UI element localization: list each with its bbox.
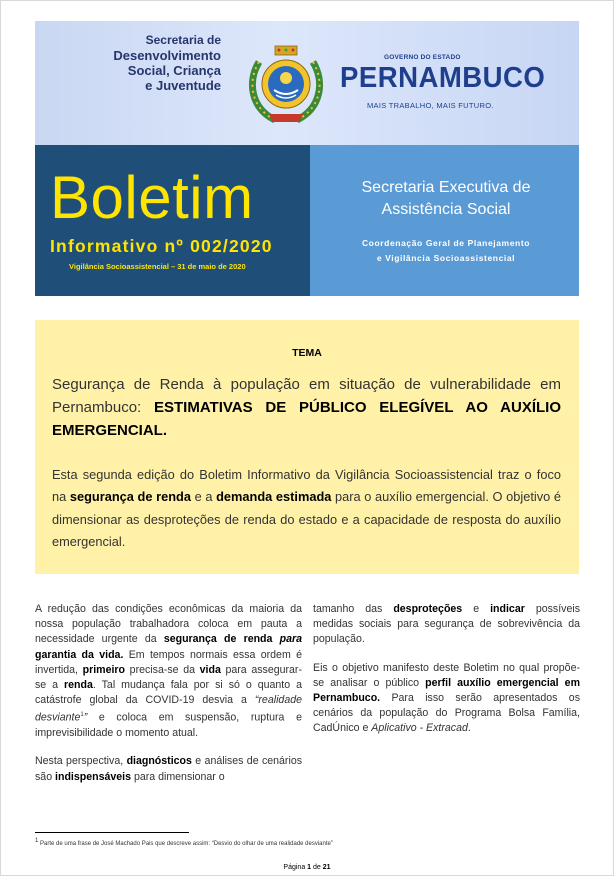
executive-title-line: Assistência Social <box>381 201 511 218</box>
body-emphasis: indispensáveis <box>55 770 131 783</box>
body-italic: “realidade desviante <box>35 694 302 724</box>
footnote-marker: 1 <box>35 838 39 844</box>
body-text: Nesta perspectiva, <box>35 755 127 768</box>
body-text: e análises de cenários são <box>35 755 303 783</box>
page-current: 1 <box>307 864 312 871</box>
boletim-number: Informativo nº 002/2020 <box>50 236 273 256</box>
body-emphasis: garantia da vida. <box>35 648 124 661</box>
coordination-line: e Vigilância Socioassistencial <box>376 253 516 263</box>
governo-label: GOVERNO DO ESTADO <box>384 54 461 61</box>
executive-secretariat-title <box>316 177 576 221</box>
pernambuco-wordmark: PERNAMBUCO <box>340 62 546 94</box>
body-text: . <box>467 722 471 735</box>
body-text: . Tal mudança fala por si só o quanto a catástrofe global da COVID-19 desvia a <box>35 679 303 707</box>
tema-label: TEMA <box>292 347 322 359</box>
secretaria-line: e Juventude <box>145 78 221 93</box>
boletim-title: Boletim <box>50 164 254 231</box>
boletim-subtitle: Vigilância Socioassistencial – 31 de maio de 2020 <box>69 262 246 271</box>
tema-desc-text: e a <box>190 489 217 505</box>
body-italic: ” <box>83 711 88 724</box>
secretaria-line: Secretaria de <box>145 33 221 47</box>
body-text: A redução das condições econômicas da maioria da nossa população trabalhadora coloca em pauta a necessidade urgente da <box>35 603 302 646</box>
body-text: Eis o objetivo manifesto deste Boletim no qual propõe-se analisar o público <box>313 661 580 689</box>
executive-title-line: Secretaria Executiva de <box>361 179 531 196</box>
body-column-left <box>35 602 302 798</box>
body-emphasis: vida <box>199 663 221 676</box>
body-paragraph <box>35 754 302 784</box>
page-number <box>0 864 614 871</box>
body-emphasis: renda <box>64 679 93 692</box>
body-paragraph <box>313 602 580 648</box>
tema-text-plain: Segurança de Renda à população em situação de vulnerabilidade em Pernambuco: <box>52 376 561 416</box>
body-column-right <box>313 602 580 750</box>
page-middle: de <box>311 864 323 871</box>
body-paragraph <box>313 661 580 737</box>
pernambuco-coat-of-arms-icon <box>245 42 327 126</box>
body-emphasis: segurança de renda <box>163 633 273 646</box>
tema-description <box>52 464 561 554</box>
body-emphasis: diagnósticos <box>126 755 192 768</box>
coordination-line: Coordenação Geral de Planejamento <box>361 238 531 248</box>
body-emphasis: primeiro <box>82 663 126 676</box>
footnote <box>35 838 333 847</box>
page-prefix: Página <box>283 864 308 871</box>
body-text: e <box>462 603 491 615</box>
secretaria-name <box>73 33 221 93</box>
secretaria-line: Desenvolvimento <box>113 48 221 63</box>
body-text: Para isso serão apresentados os cenários da população do Programa Bolsa Família, CadÚnico e <box>313 692 580 735</box>
footnote-reference: 1 <box>80 712 84 719</box>
secretaria-line: Social, Criança <box>127 63 221 78</box>
tema-desc-text: Esta segunda edição do Boletim Informativo da Vigilância Socioassistencial traz o foco na <box>52 467 561 505</box>
body-text: para assegurar-se a <box>35 663 302 692</box>
tema-desc-bold: segurança de renda <box>69 489 191 505</box>
body-text: e coloca em suspensão, ruptura e imprevisibilidade o momento atual. <box>35 711 302 740</box>
body-emphasis: desproteções <box>393 603 463 615</box>
government-slogan: MAIS TRABALHO, MAIS FUTURO. <box>367 101 494 110</box>
tema-text-bold: ESTIMATIVAS DE PÚBLICO ELEGÍVEL AO AUXÍLIO EMERGENCIAL. <box>52 399 561 439</box>
tema-desc-text: para o auxílio emergencial. O objetivo é dimensionar as desproteções de renda do estado e a capacidade de resposta do auxílio emergencial. <box>52 489 561 550</box>
body-text: possíveis medidas sociais para segurança de sobrevivência da população. <box>313 603 580 646</box>
body-emphasis-italic: para <box>272 633 303 646</box>
coordination-subtitle <box>316 236 576 266</box>
body-text: para dimensionar o <box>131 770 225 783</box>
body-text: Em tempos normais essa ordem é invertida, <box>35 648 302 676</box>
body-text: tamanho das <box>313 603 394 615</box>
footnote-text: Parte de uma frase de José Machado Pais que descreve assim: “Desvio do olhar de uma realidade desviante” <box>38 841 333 847</box>
body-emphasis: indicar <box>490 603 525 615</box>
body-italic: Aplicativo - Extracad <box>371 722 468 735</box>
tema-statement <box>52 373 561 442</box>
page-total: 21 <box>322 864 331 871</box>
footnote-divider <box>35 832 189 833</box>
body-text: precisa-se da <box>125 663 200 676</box>
body-emphasis: perfil auxílio emergencial em Pernambuco. <box>313 676 580 705</box>
body-paragraph <box>35 602 302 741</box>
tema-desc-bold: demanda estimada <box>216 489 332 505</box>
